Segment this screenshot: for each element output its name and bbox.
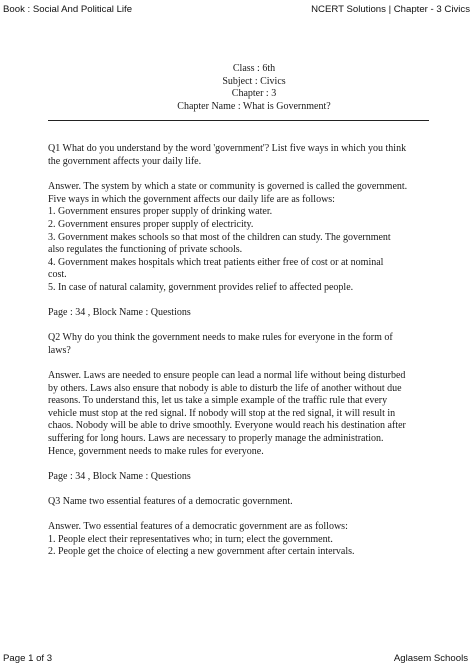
text-line: Q3 Name two essential features of a democratic government. <box>48 496 293 507</box>
publisher-name: Aglasem Schools <box>393 653 468 664</box>
text-line: 2. People get the choice of electing a new government after certain intervals. <box>48 546 355 558</box>
text-line: also regulates the functioning of private schools. <box>48 244 243 256</box>
page-header <box>0 0 474 20</box>
answer-1 <box>48 181 428 294</box>
header-book-title: Book : Social And Political Life <box>3 4 133 15</box>
text-line: Answer. Two essential features of a democratic government are as follows: <box>48 521 348 533</box>
page-number: Page 1 of 3 <box>3 653 53 664</box>
block-reference-2: Page : 34 , Block Name : Questions <box>48 470 191 482</box>
text-line: 1. People elect their representatives who; in turn; elect the government. <box>48 533 333 545</box>
text-line: Five ways in which the government affects our daily life are as follows: <box>48 193 335 205</box>
text-line: by others. Laws also ensure that nobody is able to disturb the life of another without due <box>48 382 402 394</box>
text-line: cost. <box>48 269 67 281</box>
answer-3 <box>48 521 428 559</box>
text-line: Hence, government needs to make rules for everyone. <box>48 445 264 457</box>
text-line: 2. Government ensures proper supply of electricity. <box>48 218 254 230</box>
page-footer <box>0 645 474 669</box>
text-line: Answer. Laws are needed to ensure people can lead a normal life without being disturbed <box>48 370 406 382</box>
answer-2 <box>48 370 428 458</box>
text-line: 5. In case of natural calamity, government provides relief to affected people. <box>48 281 354 293</box>
chapter-name-line: Chapter Name : What is Government? <box>177 100 331 112</box>
class-line: Class : 6th <box>232 63 276 74</box>
text-line: laws? <box>48 344 71 356</box>
text-line: suffering for long hours. Laws are necessary to properly manage the administration. <box>48 433 384 445</box>
document-body <box>48 63 428 572</box>
subject-line: Subject : Civics <box>222 75 286 87</box>
header-chapter-title: NCERT Solutions | Chapter - 3 Civics <box>311 4 470 15</box>
text-line: 4. Government makes hospitals which treat patients either free of cost or at nominal <box>48 256 384 268</box>
chapter-meta <box>48 63 428 113</box>
text-line: vehicle must stop at the red signal. If nobody will stop at the red signal, it will result in <box>48 407 396 419</box>
question-3 <box>48 496 428 509</box>
question-2 <box>48 332 428 357</box>
question-1 <box>48 143 428 168</box>
text-line: Q1 What do you understand by the word 'government'? List five ways in which you think <box>48 143 407 155</box>
text-line: 1. Government ensures proper supply of drinking water. <box>48 206 273 218</box>
text-line: the government affects your daily life. <box>48 155 202 167</box>
text-line: Answer. The system by which a state or community is governed is called the government. <box>48 181 408 193</box>
text-line: Q2 Why do you think the government needs to make rules for everyone in the form of <box>48 332 393 344</box>
block-reference-1: Page : 34 , Block Name : Questions <box>48 307 191 319</box>
text-line: reasons. To understand this, let us take a simple example of the traffic rule that every <box>48 395 388 407</box>
title-divider <box>48 120 429 121</box>
text-line: 3. Government makes schools so that most of the children can study. The government <box>48 231 391 243</box>
text-line: chaos. Nobody will be able to drive smoothly. Everyone would reach his destination after <box>48 420 406 432</box>
chapter-line: Chapter : 3 <box>231 88 277 100</box>
